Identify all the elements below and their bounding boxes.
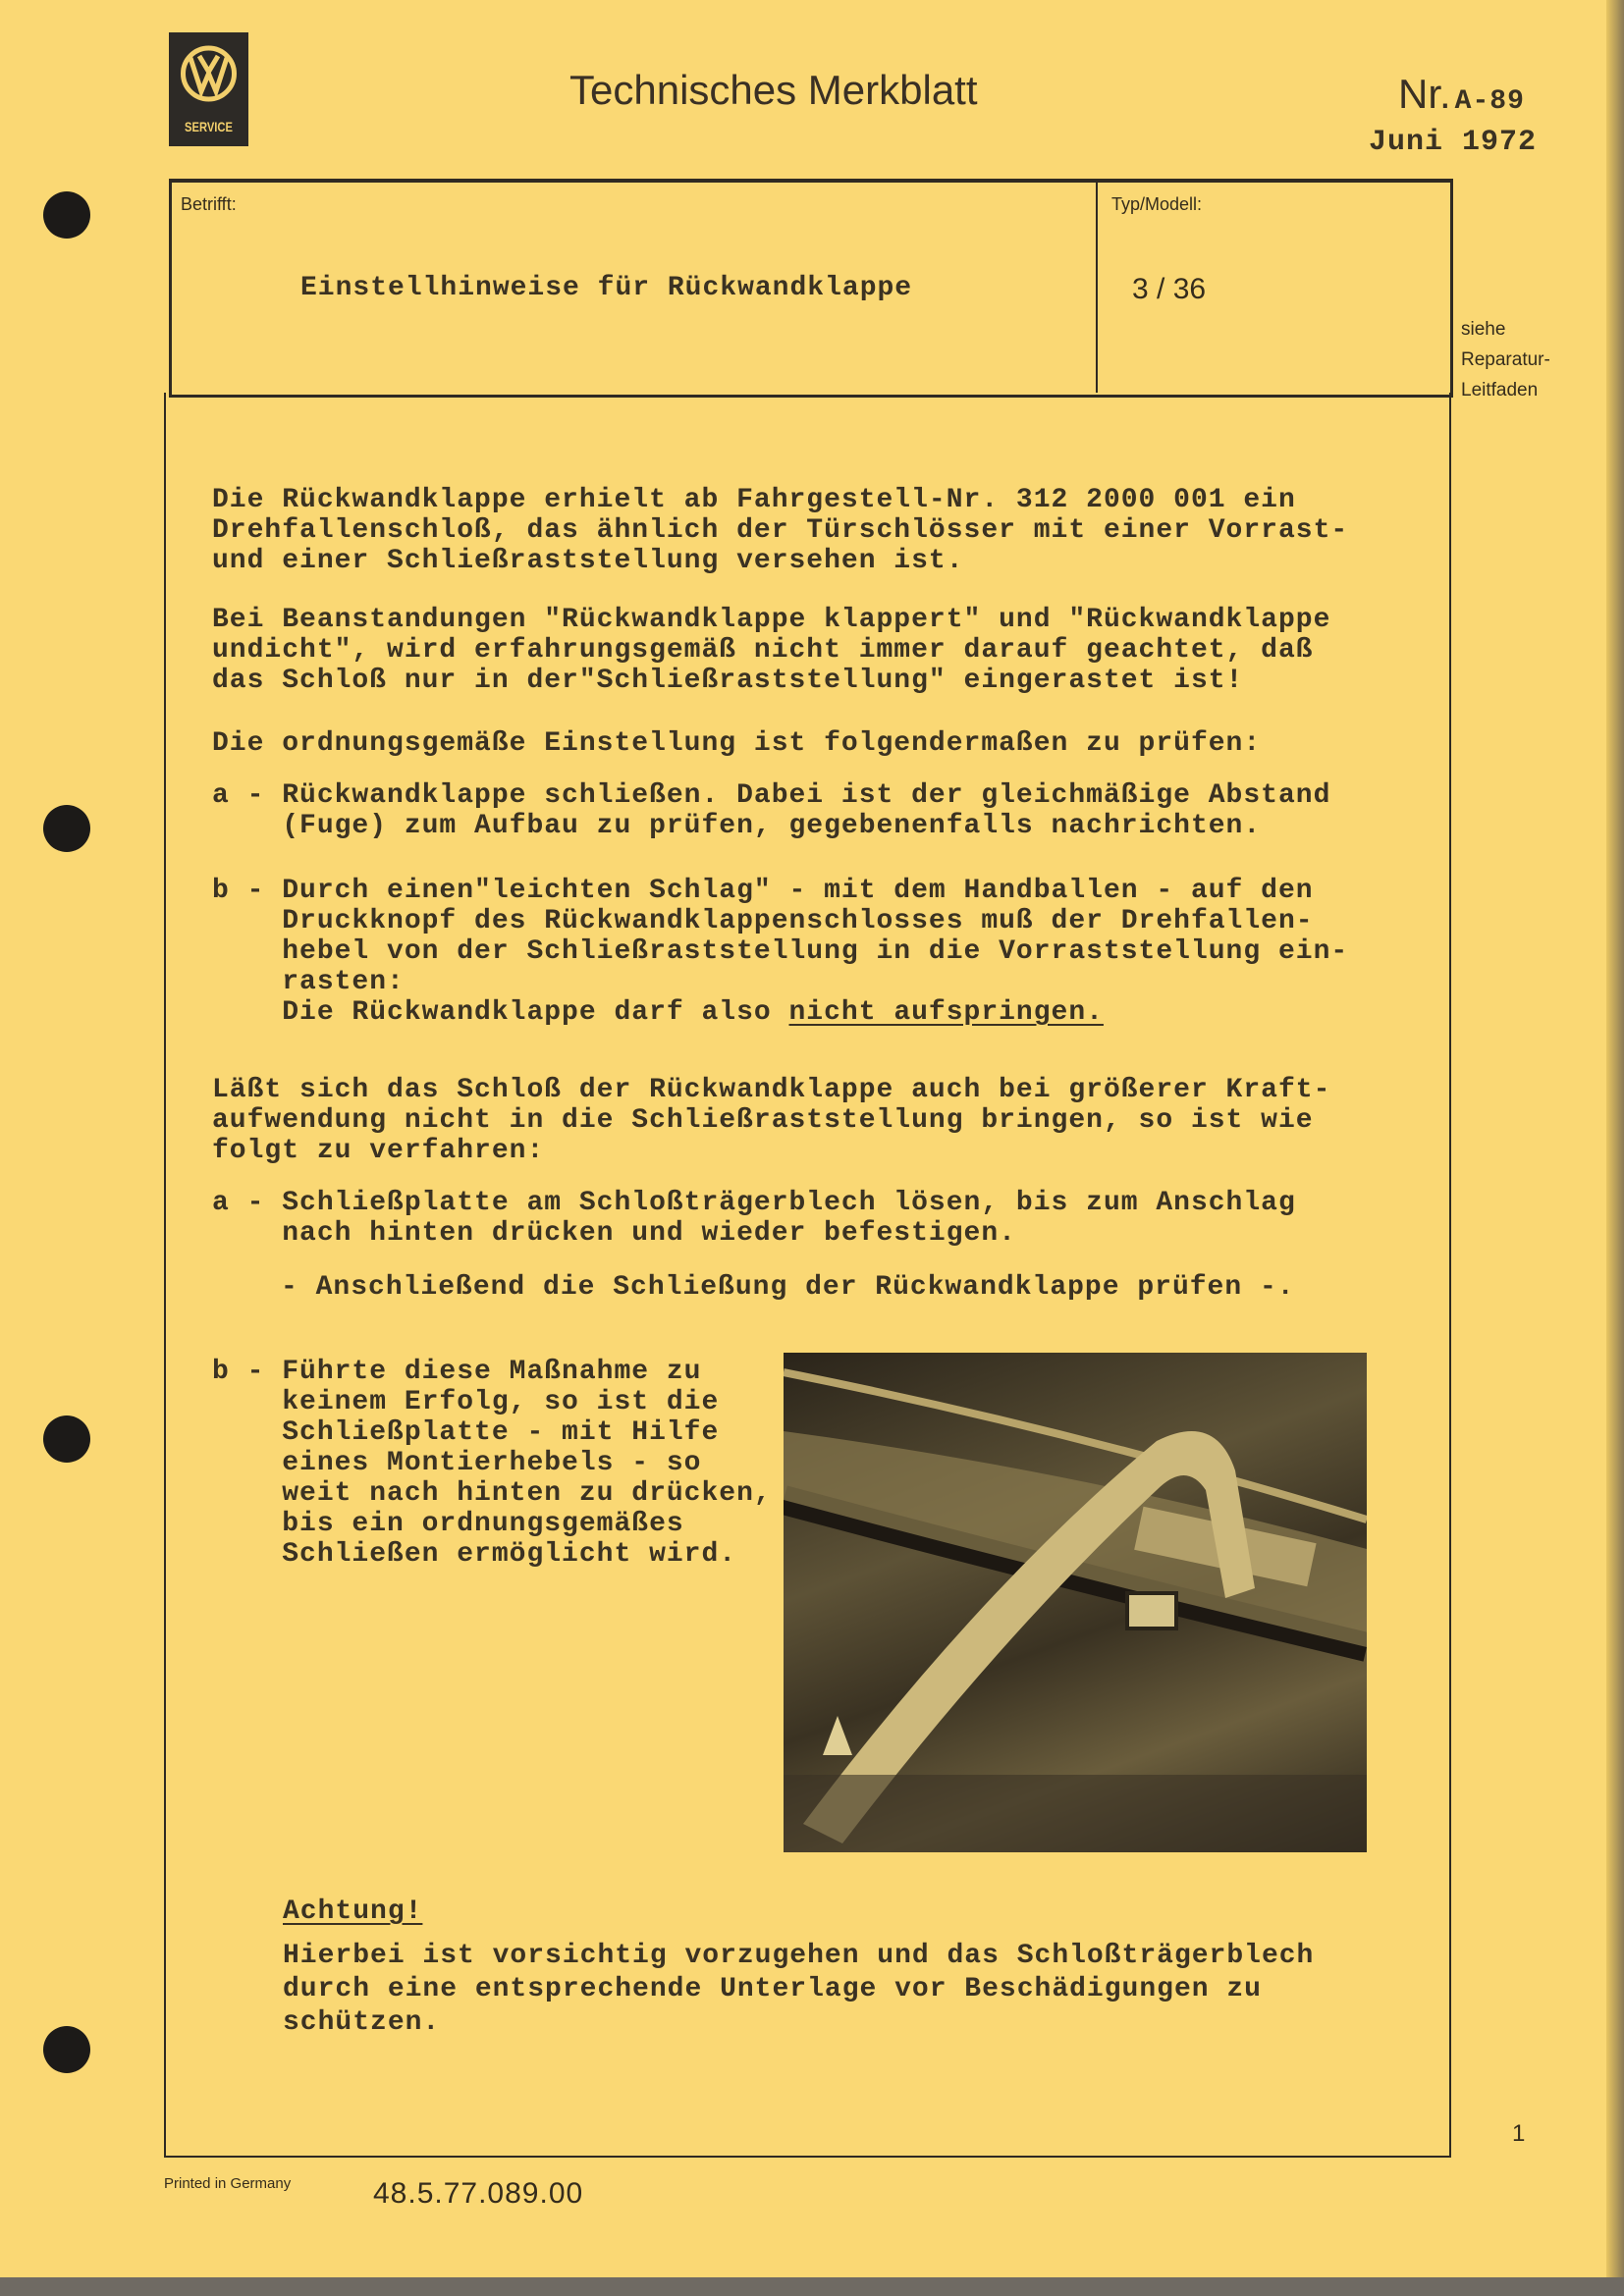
side-note-line: siehe xyxy=(1461,319,1506,340)
page-title: Technisches Merkblatt xyxy=(569,67,978,113)
vw-logo-icon xyxy=(169,36,248,115)
text-line: Bei Beanstandungen "Rückwandklappe klappert" und "Rückwandklappe xyxy=(212,605,1331,635)
page-edge xyxy=(1606,0,1624,2296)
footer-code: 48.5.77.089.00 xyxy=(373,2177,584,2210)
text-line: durch eine entsprechende Unterlage vor Beschädigungen zu xyxy=(283,1974,1262,2004)
paragraph-force xyxy=(212,1075,1330,1166)
text-line: b - Führte diese Maßnahme zu xyxy=(212,1357,702,1387)
step-a xyxy=(212,780,1330,841)
vw-service-logo xyxy=(169,32,248,146)
nr-label: Nr. xyxy=(1398,71,1451,117)
warning-title: Achtung! xyxy=(283,1896,423,1927)
printed-in-germany: Printed in Germany xyxy=(164,2175,292,2192)
paragraph-check-intro: Die ordnungsgemäße Einstellung ist folgendermaßen zu prüfen: xyxy=(212,728,1262,759)
lock-photo-illustration xyxy=(784,1353,1367,1852)
text-line: b - Durch einen"leichten Schlag" - mit dem Handballen - auf den xyxy=(212,876,1314,906)
step-a2 xyxy=(212,1188,1296,1249)
text-line: Hierbei ist vorsichtig vorzugehen und das Schloßträgerblech xyxy=(283,1941,1315,1971)
paragraph-intro xyxy=(212,485,1348,576)
type-label: Typ/Modell: xyxy=(1111,194,1203,214)
text-line: das Schloß nur in der"Schließraststellung" eingerastet ist! xyxy=(212,666,1244,696)
lock-photo xyxy=(784,1353,1367,1852)
text-line: bis ein ordnungsgemäßes xyxy=(212,1509,684,1539)
page-number: 1 xyxy=(1512,2120,1526,2147)
warning-text xyxy=(283,1940,1314,2040)
text-line: Schließplatte - mit Hilfe xyxy=(212,1417,720,1448)
subject-label: Betrifft: xyxy=(181,194,237,214)
text-line: und einer Schließraststellung versehen ist. xyxy=(212,546,964,576)
punch-hole xyxy=(43,191,90,239)
punch-hole xyxy=(43,2026,90,2073)
text-line: a - Rückwandklappe schließen. Dabei ist der gleichmäßige Abstand xyxy=(212,780,1331,811)
side-note-line: Reparatur- xyxy=(1461,349,1550,370)
text-line: schützen. xyxy=(283,2007,441,2038)
text-line: keinem Erfolg, so ist die xyxy=(212,1387,720,1417)
text-fragment: Die Rückwandklappe darf also xyxy=(212,997,789,1028)
document-number xyxy=(1398,71,1525,118)
side-note xyxy=(1461,314,1550,405)
text-line: hebel von der Schließraststellung in die Vorraststellung ein- xyxy=(212,936,1349,967)
underlined-text: nicht aufspringen. xyxy=(788,997,1104,1028)
text-line: Druckknopf des Rückwandklappenschlosses muß der Drehfallen- xyxy=(212,906,1314,936)
text-line: weit nach hinten zu drücken, xyxy=(212,1478,772,1509)
punch-hole xyxy=(43,805,90,852)
subject-text: Einstellhinweise für Rückwandklappe xyxy=(300,273,913,303)
text-line: aufwendung nicht in die Schließraststellung bringen, so ist wie xyxy=(212,1105,1314,1136)
text-line: folgt zu verfahren: xyxy=(212,1136,545,1166)
text-line: Läßt sich das Schloß der Rückwandklappe auch bei größerer Kraft- xyxy=(212,1075,1331,1105)
text-line: nach hinten drücken und wieder befestigen. xyxy=(212,1218,1016,1249)
step-a2-note: - Anschließend die Schließung der Rückwandklappe prüfen -. xyxy=(281,1272,1295,1303)
paragraph-complaints xyxy=(212,605,1330,696)
text-line: Die Rückwandklappe erhielt ab Fahrgestell-Nr. 312 2000 001 ein xyxy=(212,485,1296,515)
issue-date: Juni 1972 xyxy=(1369,126,1538,159)
page-bottom-edge xyxy=(0,2277,1624,2296)
text-line xyxy=(212,997,1348,1028)
text-line: Schließen ermöglicht wird. xyxy=(212,1539,737,1570)
text-line: rasten: xyxy=(212,967,405,997)
text-line: eines Montierhebels - so xyxy=(212,1448,702,1478)
step-b xyxy=(212,876,1348,1028)
nr-value: A-89 xyxy=(1454,86,1525,117)
side-note-line: Leitfaden xyxy=(1461,380,1539,400)
type-value: 3 / 36 xyxy=(1132,273,1207,305)
info-box-divider xyxy=(1096,181,1098,393)
step-b2 xyxy=(212,1357,772,1570)
logo-caption: SERVICE xyxy=(185,119,233,134)
text-line: undicht", wird erfahrungsgemäß nicht immer darauf geachtet, daß xyxy=(212,635,1314,666)
punch-hole xyxy=(43,1415,90,1463)
text-line: Drehfallenschloß, das ähnlich der Türschlösser mit einer Vorrast- xyxy=(212,515,1349,546)
text-line: (Fuge) zum Aufbau zu prüfen, gegebenenfalls nachrichten. xyxy=(212,811,1262,841)
text-line: a - Schließplatte am Schloßträgerblech lösen, bis zum Anschlag xyxy=(212,1188,1296,1218)
